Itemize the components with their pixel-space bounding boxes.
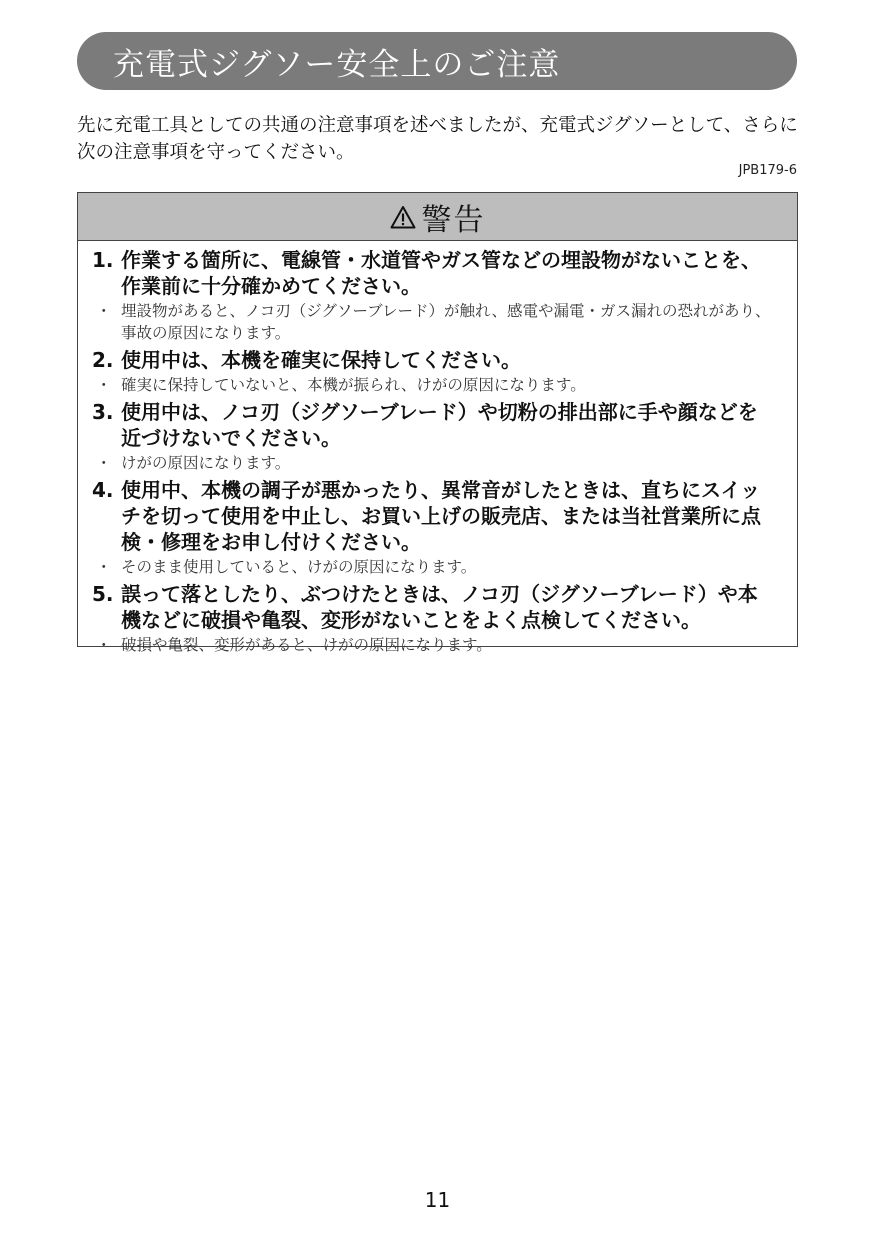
warning-item [92, 347, 777, 373]
item-text: 作業する箇所に、電線管・水道管やガス管などの埋設物がないことを、作業前に十分確かめてください。 [121, 248, 761, 298]
item-text: 誤って落としたり、ぶつけたときは、ノコ刃（ジグソーブレード）や本機などに破損や亀裂、変形がないことをよく点検してください。 [121, 582, 758, 632]
section-title-bar [77, 32, 797, 90]
warning-header [78, 193, 797, 241]
note-text: 確実に保持していないと、本機が振られ、けがの原因になります。 [121, 376, 586, 394]
item-note [92, 452, 777, 474]
warning-item [92, 477, 777, 555]
document-code: JPB179-6 [738, 163, 797, 178]
warning-box [77, 192, 798, 654]
item-note [92, 374, 777, 396]
item-number: 1. [92, 248, 114, 272]
note-text: 破損や亀裂、変形があると、けがの原因になります。 [121, 636, 492, 654]
bullet: ・ [96, 636, 112, 654]
item-note [92, 300, 777, 344]
warning-list [78, 241, 797, 656]
item-text: 使用中、本機の調子が悪かったり、異常音がしたときは、直ちにスイッチを切って使用を中止し、お買い上げの販売店、または当社営業所に点検・修理をお申し付けください。 [121, 478, 761, 554]
warning-triangle-icon [390, 205, 416, 229]
item-number: 2. [92, 348, 114, 372]
note-text: 埋設物があると、ノコ刃（ジグソーブレード）が触れ、感電や漏電・ガス漏れの恐れがあり、事故の原因になります。 [121, 302, 771, 342]
warning-item [92, 581, 777, 633]
item-number: 3. [92, 400, 114, 424]
page-number: 11 [424, 1188, 451, 1212]
warning-item [92, 399, 777, 451]
warning-item [92, 247, 777, 299]
note-text: けがの原因になります。 [121, 454, 291, 472]
item-text: 使用中は、本機を確実に保持してください。 [121, 348, 521, 372]
item-number: 5. [92, 582, 114, 606]
item-note [92, 556, 777, 578]
warning-title: 警告 [421, 202, 486, 238]
page-title: 充電式ジグソー安全上のご注意 [113, 46, 561, 83]
note-text: そのまま使用していると、けがの原因になります。 [121, 558, 477, 576]
bullet: ・ [96, 558, 112, 576]
intro-text: 先に充電工具としての共通の注意事項を述べましたが、充電式ジグソーとして、さらに次の注意事項を守ってください。 [77, 115, 798, 163]
item-note [92, 634, 777, 656]
bullet: ・ [96, 454, 112, 472]
item-number: 4. [92, 478, 114, 502]
bullet: ・ [96, 376, 112, 394]
item-text: 使用中は、ノコ刃（ジグソーブレード）や切粉の排出部に手や顔などを近づけないでください。 [121, 400, 758, 450]
bullet: ・ [96, 302, 112, 320]
